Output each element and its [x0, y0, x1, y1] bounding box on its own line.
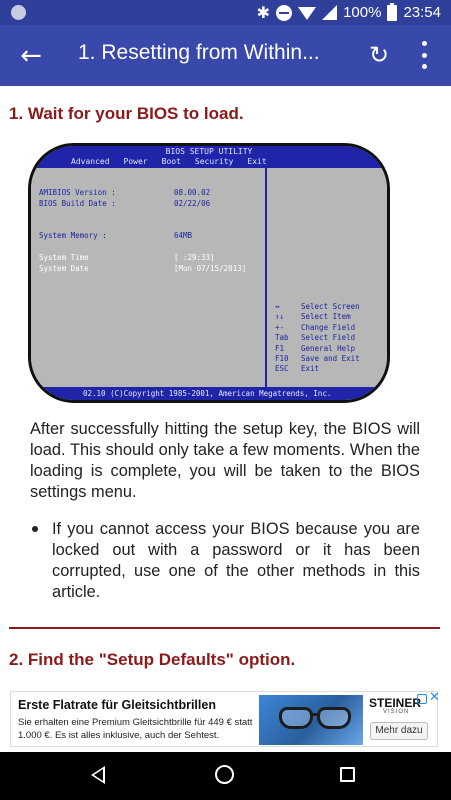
bios-menu	[71, 157, 267, 166]
bios-info-row: System Memory : 64MB	[39, 231, 193, 240]
step-2-heading: 2. Find the "Setup Defaults" option.	[9, 650, 296, 669]
battery-percent: 100%	[343, 4, 382, 21]
bios-menu-item: Security	[194, 157, 234, 166]
ad-banner[interactable]	[10, 691, 438, 747]
section-divider	[9, 627, 440, 629]
bios-info-row: BIOS Build Date : 02/22/06	[39, 199, 211, 208]
bios-info-panel	[31, 168, 267, 393]
bios-info-row: System Time [ :29:33]	[39, 253, 215, 262]
bios-keys-panel	[269, 168, 390, 393]
bios-key-row: F10 Save and Exit	[275, 353, 360, 363]
notification-icon	[11, 5, 26, 20]
back-arrow-icon[interactable]: ←	[20, 41, 42, 71]
bios-menu-item: Power	[123, 157, 148, 166]
bios-menu-item: Advanced	[71, 157, 110, 166]
bios-key-row: Tab Select Field	[275, 333, 356, 343]
bullet-icon	[32, 526, 38, 532]
bios-screenshot	[28, 143, 390, 403]
do-not-disturb-icon	[276, 5, 292, 21]
signal-icon	[322, 5, 337, 20]
ad-title[interactable]: Erste Flatrate für Gleitsichtbrillen	[18, 698, 216, 712]
bios-header	[31, 146, 387, 168]
bios-key-row: ↔ Select Screen	[275, 302, 360, 311]
bios-key-row: ESC Exit	[275, 364, 320, 374]
nav-recents-icon[interactable]	[340, 767, 355, 782]
status-bar	[0, 0, 451, 25]
battery-icon	[387, 5, 397, 21]
ad-close-icon[interactable]: ✕	[429, 690, 440, 705]
more-options-icon[interactable]	[414, 41, 434, 69]
clock: 23:54	[403, 4, 441, 21]
bios-key-row: F1 General Help	[275, 343, 356, 353]
nav-back-icon[interactable]	[91, 766, 105, 784]
ad-brand-logo: STEINER	[369, 696, 422, 710]
bios-key-row: +- Change Field	[275, 322, 356, 332]
bluetooth-icon: ✱	[256, 3, 271, 22]
navigation-bar	[0, 752, 451, 800]
wifi-icon	[298, 7, 316, 20]
page-title: 1. Resetting from Within...	[78, 41, 320, 64]
bullet-text: If you cannot access your BIOS because you are locked out with a password or it has been corrupted, use one of the other methods in this article.	[52, 520, 420, 601]
nav-home-icon[interactable]	[215, 765, 234, 784]
ad-glasses-image[interactable]	[259, 695, 363, 745]
status-icons	[257, 0, 451, 25]
bios-info-row: AMIBIOS Version : 08.00.02	[39, 188, 211, 197]
step-1-paragraph: After successfully hitting the setup key, the BIOS will load. This should only take a few moments. When the loading is complete, you will be taken to the BIOS settings menu.	[30, 420, 420, 501]
ad-text: Sie erhalten eine Premium Gleitsichtbrille für 449 € statt 1.000 €. Es ist alles inklusive, auch der Sehtest.	[18, 717, 253, 741]
ad-more-button[interactable]: Mehr dazu	[370, 722, 428, 740]
bios-menu-item: Exit	[247, 157, 267, 166]
bios-footer: 02.10 (C)Copyright 1985-2001, American Megatrends, Inc.	[31, 387, 387, 400]
refresh-icon[interactable]: ↻	[368, 41, 390, 69]
adchoices-icon[interactable]	[417, 694, 427, 704]
bios-body	[31, 168, 387, 393]
ad-brand-subtitle: VISION	[383, 709, 410, 715]
bios-utility-title: BIOS SETUP UTILITY	[165, 147, 253, 156]
app-bar	[0, 25, 451, 86]
bios-key-row: ↑↓ Select Item	[275, 312, 351, 322]
list-item	[30, 519, 420, 603]
bios-key-list	[275, 302, 360, 375]
bios-menu-item: Boot	[161, 157, 181, 166]
step-1-heading: 1. Wait for your BIOS to load.	[9, 104, 244, 123]
bios-info-row: System Date [Mon 07/15/2013]	[39, 264, 247, 273]
